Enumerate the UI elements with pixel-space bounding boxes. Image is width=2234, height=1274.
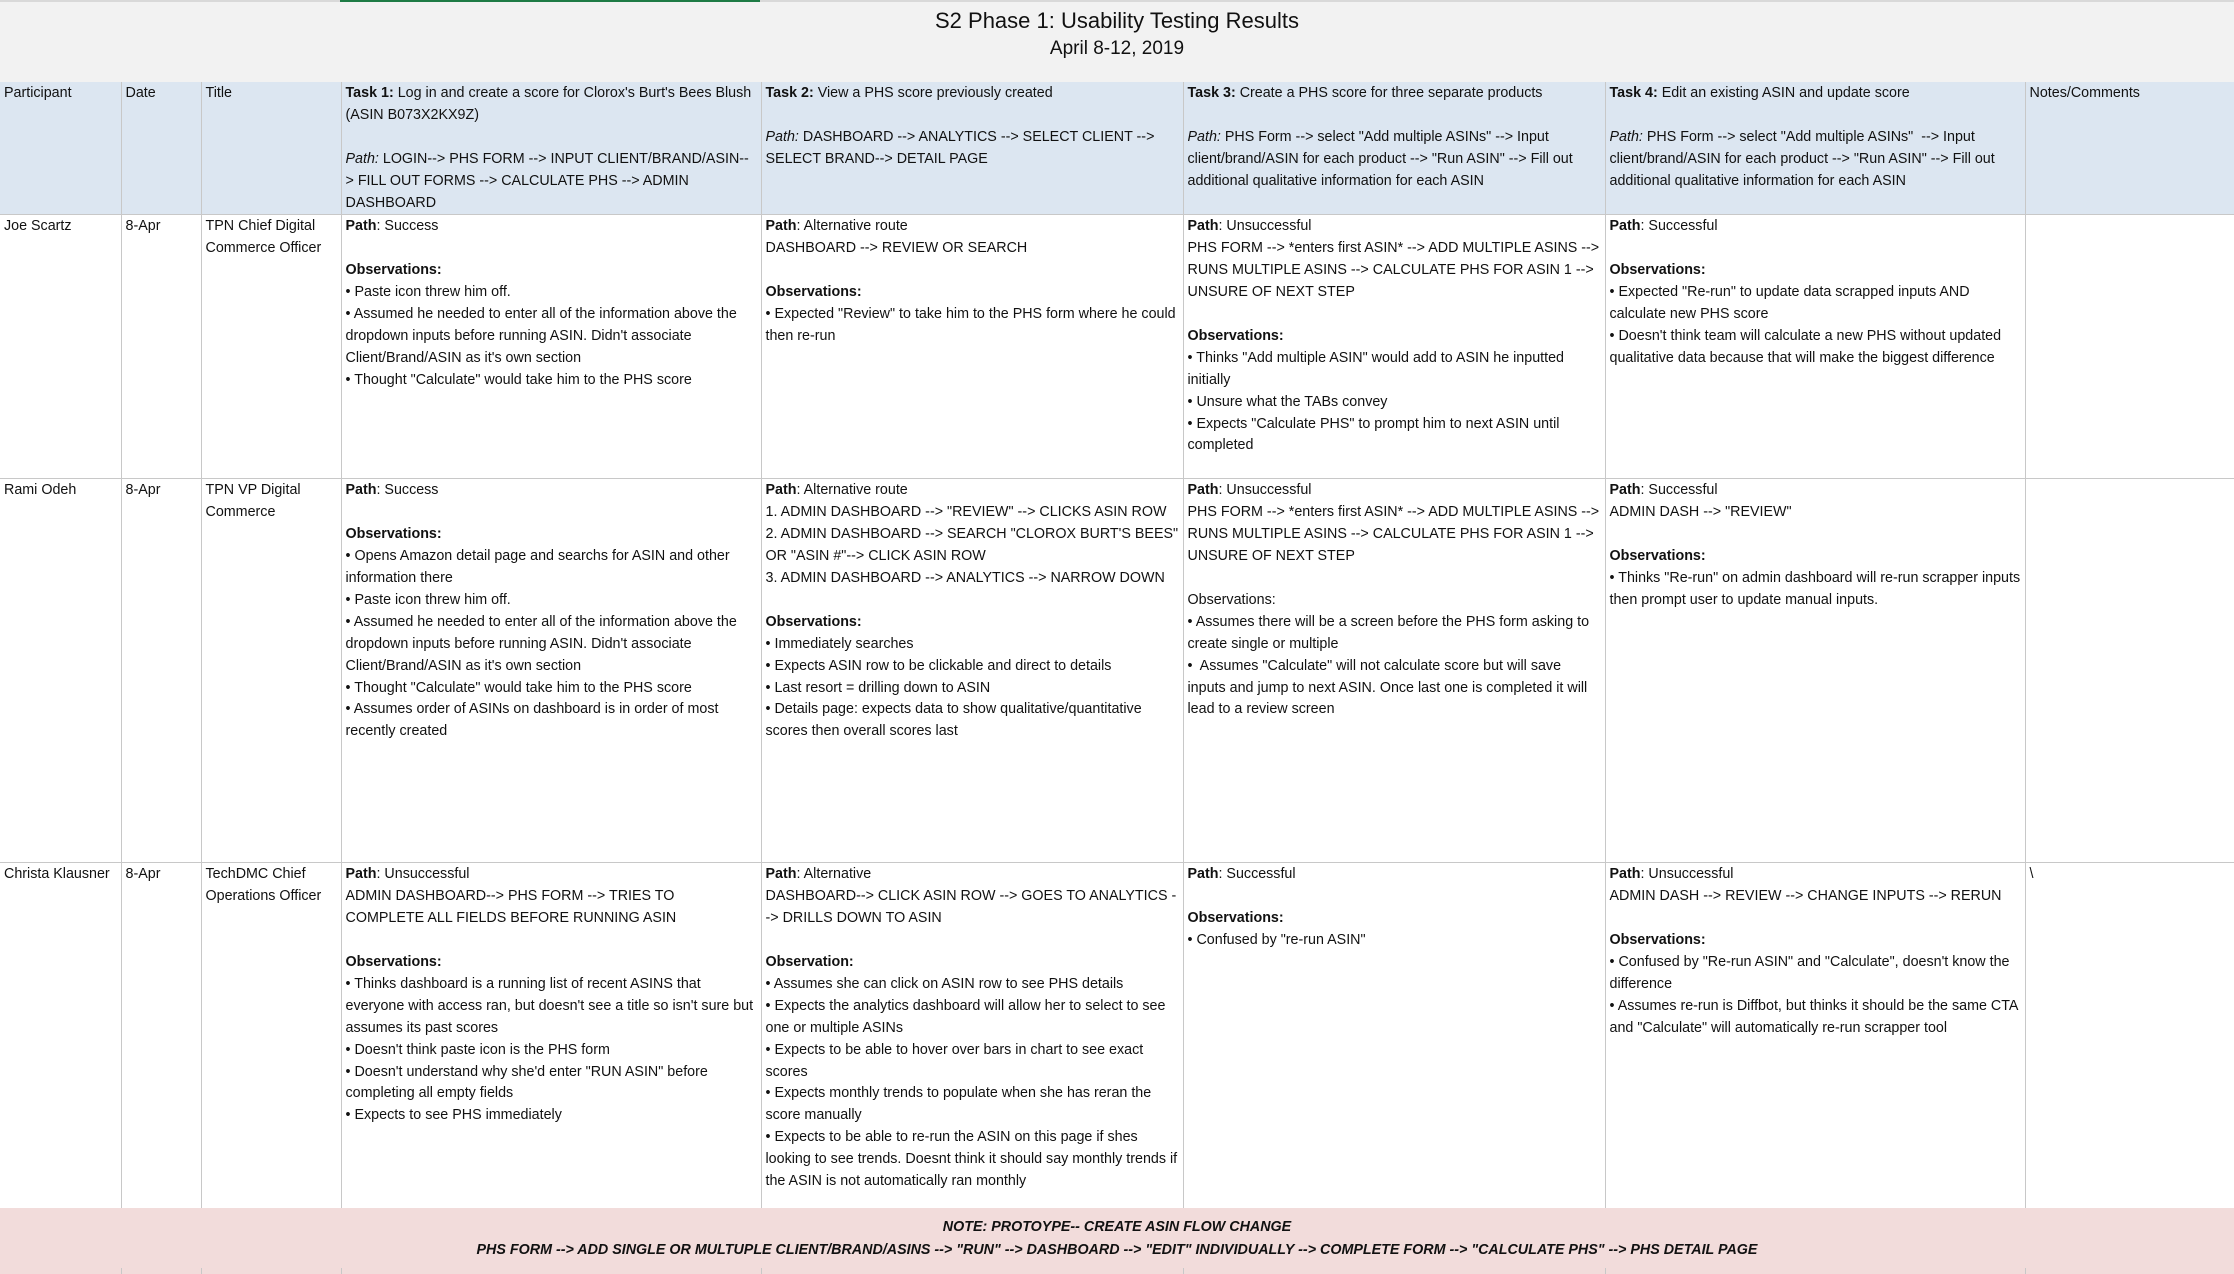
cell-task1[interactable]: Path: Success Observations: • Opens Amazon detail page and searchs for ASIN and other information there • Paste icon threw him off. • Assumed he needed to enter all of the information above the dropdown inputs before running ASIN. Didn't associate Client/Brand/ASIN as it's own section • Thought "Calculate" would take him to the PHS score • Assumes order of ASINs on dashboard is in order of most recently created (341, 479, 761, 863)
cell-notes[interactable] (2025, 479, 2234, 863)
table-row (0, 863, 2234, 1222)
cell-task1[interactable]: Path: Success Observations: • Paste icon threw him off. • Assumed he needed to enter all of the information above the dropdown inputs before running ASIN. Didn't associate Client/Brand/ASIN as it's own section • Thought "Calculate" would take him to the PHS score (341, 215, 761, 479)
cell-task4[interactable]: Path: Unsuccessful ADMIN DASH --> REVIEW --> CHANGE INPUTS --> RERUN Observations: • Confused by "Re-run ASIN" and "Calculate", doesn't know the difference • Assumes re-run is Diffbot, but thinks it should be the same CTA and "Calculate" will automatically re-run scrapper tool (1605, 863, 2025, 1222)
cell-title[interactable]: TPN VP Digital Commerce (201, 479, 341, 863)
cell-task2[interactable]: Path: Alternative DASHBOARD--> CLICK ASIN ROW --> GOES TO ANALYTICS --> DRILLS DOWN TO ASIN Observation: • Assumes she can click on ASIN row to see PHS details • Expects the analytics dashboard will allow her to select to see one or multiple ASINs • Expects to be able to hover over bars in chart to see exact scores • Expects monthly trends to populate when she has reran the score manually • Expects to be able to re-run the ASIN on this page if shes looking to see trends. Doesnt think it should say monthly trends if the ASIN is not automatically ran monthly (761, 863, 1183, 1222)
cell-task2[interactable]: Path: Alternative route 1. ADMIN DASHBOARD --> "REVIEW" --> CLICKS ASIN ROW 2. ADMIN DASHBOARD --> SEARCH "CLOROX BURT'S BEES" OR "ASIN #"--> CLICK ASIN ROW 3. ADMIN DASHBOARD --> ANALYTICS --> NARROW DOWN Observations: • Immediately searches • Expects ASIN row to be clickable and direct to details • Last resort = drilling down to ASIN • Details page: expects data to show qualitative/quantitative scores then overall scores last (761, 479, 1183, 863)
table-row (0, 479, 2234, 863)
header-participant[interactable]: Participant (0, 82, 121, 215)
cell-date[interactable]: 8-Apr (121, 215, 201, 479)
cell-date[interactable]: 8-Apr (121, 479, 201, 863)
sheet-title[interactable]: S2 Phase 1: Usability Testing Results (935, 8, 1299, 33)
cell-notes[interactable]: \ (2025, 863, 2234, 1222)
header-task2[interactable]: Task 2: View a PHS score previously created Path: DASHBOARD --> ANALYTICS --> SELECT CLIENT --> SELECT BRAND--> DETAIL PAGE (761, 82, 1183, 215)
gridline (761, 1268, 762, 1274)
header-notes[interactable]: Notes/Comments (2025, 82, 2234, 215)
results-table (0, 82, 2234, 1222)
header-task3[interactable]: Task 3: Create a PHS score for three separate products Path: PHS Form --> select "Add multiple ASINs" --> Input client/brand/ASIN for each product --> "Run ASIN" --> Fill out additional qualitative information for each ASIN (1183, 82, 1605, 215)
cell-participant[interactable]: Joe Scartz (0, 215, 121, 479)
gridline (2025, 1268, 2026, 1274)
title-band (0, 0, 2234, 82)
cell-title[interactable]: TPN Chief Digital Commerce Officer (201, 215, 341, 479)
cell-title[interactable]: TechDMC Chief Operations Officer (201, 863, 341, 1222)
cell-task3[interactable]: Path: Unsuccessful PHS FORM --> *enters first ASIN* --> ADD MULTIPLE ASINS --> RUNS MULTIPLE ASINS --> CALCULATE PHS FOR ASIN 1 --> UNSURE OF NEXT STEP Observations: • Thinks "Add multiple ASIN" would add to ASIN he inputted initially • Unsure what the TABs convey • Expects "Calculate PHS" to prompt him to next ASIN until completed (1183, 215, 1605, 479)
gridline (201, 1268, 202, 1274)
cell-task3[interactable]: Path: Successful Observations: • Confused by "re-run ASIN" (1183, 863, 1605, 1222)
note-line-1: NOTE: PROTOYPE-- CREATE ASIN FLOW CHANGE (942, 1219, 1292, 1235)
cell-participant[interactable]: Christa Klausner (0, 863, 121, 1222)
selected-cell-indicator (340, 0, 760, 2)
gridline (341, 1268, 342, 1274)
header-title[interactable]: Title (201, 82, 341, 215)
cell-task1[interactable]: Path: Unsuccessful ADMIN DASHBOARD--> PHS FORM --> TRIES TO COMPLETE ALL FIELDS BEFORE RUNNING ASIN Observations: • Thinks dashboard is a running list of recent ASINS that everyone with access ran, but doesn't see a title so isn't sure but assumes its past scores • Doesn't think paste icon is the PHS form • Doesn't understand why she'd enter "RUN ASIN" before completing all empty fields • Expects to see PHS immediately (341, 863, 761, 1222)
cell-task4[interactable]: Path: Successful Observations: • Expected "Re-run" to update data scrapped inputs AND calculate new PHS score • Doesn't think team will calculate a new PHS without updated qualitative data because that will make the biggest difference (1605, 215, 2025, 479)
header-row (0, 82, 2234, 215)
note-band[interactable] (0, 1208, 2234, 1274)
gridline (1605, 1268, 1606, 1274)
gridline (121, 1268, 122, 1274)
cell-task4[interactable]: Path: Successful ADMIN DASH --> "REVIEW" Observations: • Thinks "Re-run" on admin dashboard will re-run scrapper inputs then prompt user to update manual inputs. (1605, 479, 2025, 863)
cell-date[interactable]: 8-Apr (121, 863, 201, 1222)
cell-task2[interactable]: Path: Alternative route DASHBOARD --> REVIEW OR SEARCH Observations: • Expected "Review" to take him to the PHS form where he could then re-run (761, 215, 1183, 479)
sheet-subtitle[interactable]: April 8-12, 2019 (1049, 38, 1185, 59)
note-line-2: PHS FORM --> ADD SINGLE OR MULTUPLE CLIENT/BRAND/ASINS --> "RUN" --> DASHBOARD --> "EDIT" INDIVIDUALLY --> COMPLETE FORM --> "CALCULATE PHS" --> PHS DETAIL PAGE (476, 1242, 1758, 1258)
cell-notes[interactable] (2025, 215, 2234, 479)
cell-task3[interactable]: Path: Unsuccessful PHS FORM --> *enters first ASIN* --> ADD MULTIPLE ASINS --> RUNS MULTIPLE ASINS --> CALCULATE PHS FOR ASIN 1 --> UNSURE OF NEXT STEP Observations: • Assumes there will be a screen before the PHS form asking to create single or multiple • Assumes "Calculate" will not calculate score but will save inputs and jump to next ASIN. Once last one is completed it will lead to a review screen (1183, 479, 1605, 863)
cell-participant[interactable]: Rami Odeh (0, 479, 121, 863)
header-task1[interactable]: Task 1: Log in and create a score for Clorox's Burt's Bees Blush (ASIN B073X2KX9Z) Path: LOGIN--> PHS FORM --> INPUT CLIENT/BRAND/ASIN--> FILL OUT FORMS --> CALCULATE PHS --> ADMIN DASHBOARD (341, 82, 761, 215)
table-row (0, 215, 2234, 479)
gridline (1183, 1268, 1184, 1274)
header-task4[interactable]: Task 4: Edit an existing ASIN and update score Path: PHS Form --> select "Add multiple ASINs" --> Input client/brand/ASIN for each product --> "Run ASIN" --> Fill out additional qualitative information for each ASIN (1605, 82, 2025, 215)
header-date[interactable]: Date (121, 82, 201, 215)
